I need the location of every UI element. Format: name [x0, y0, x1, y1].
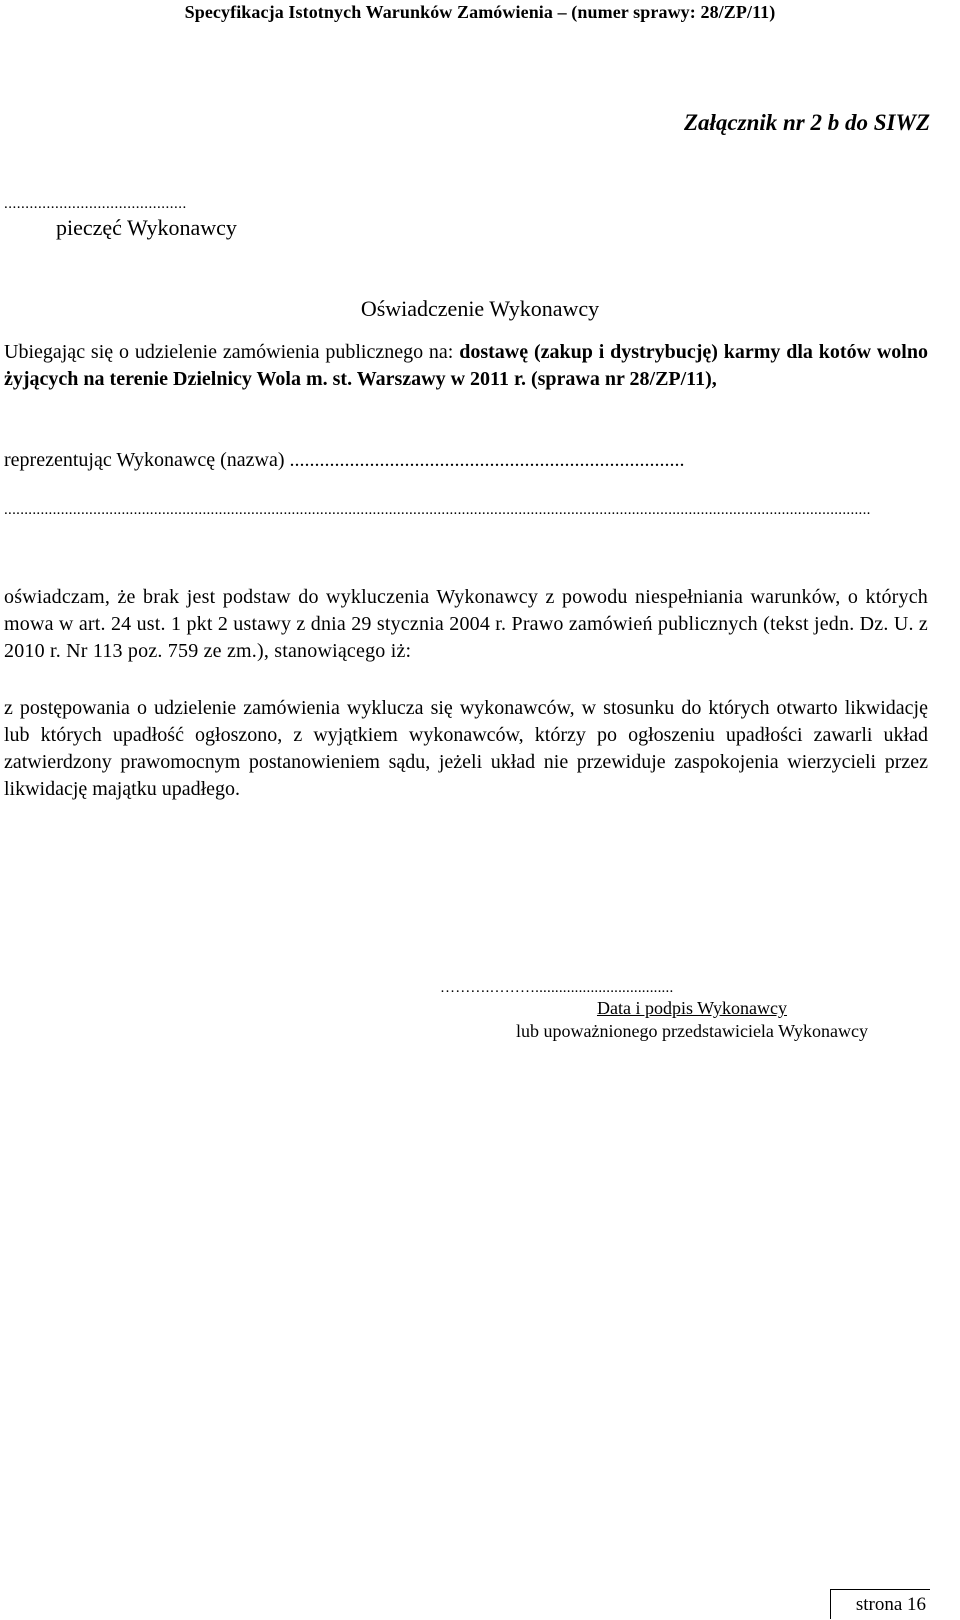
legal-quote-paragraph: z postępowania o udzielenie zamówienia wyklucza się wykonawców, w stosunku do których otwarto likwidację lub których upadłość ogłoszono, z wyjątkiem wykonawców, którzy po ogłoszeniu upadłości zawarli układ zatwierdzony prawomocnym postanowieniem sądu, jeżeli układ nie przewiduje zaspokojenia wierzycieli przez likwidację majątku upadłego. [4, 697, 928, 800]
signature-label [480, 998, 904, 1019]
page-number: strona 16 [830, 1589, 930, 1619]
stamp-label: pieczęć Wykonawcy [56, 215, 237, 240]
stamp-dotted-line: ........................................... [4, 196, 187, 212]
attachment-label: Załącznik nr 2 b do SIWZ [683, 110, 930, 135]
document-header: Specyfikacja Istotnych Warunków Zamówienia – (numer sprawy: 28/ZP/11) [184, 2, 776, 22]
intro-paragraph [4, 339, 928, 393]
signature-label-text: Data i podpis Wykonawcy [596, 998, 788, 1018]
representing-line: reprezentując Wykonawcę (nazwa) ............................................................................... [4, 449, 685, 471]
order-subject: dostawę (zakup i dystrybucję) karmy dla kotów wolno żyjących na terenie Dzielnicy Wola m. st. Warszawy w 2011 r. (sprawa nr 28/ZP/11), [4, 341, 928, 390]
contractor-name-dotted-line: ...................................................................................................................................................................................................................... [4, 502, 871, 518]
signature-dotted-line: ……….………................................... [440, 980, 674, 996]
statement-title: Oświadczenie Wykonawcy [360, 296, 600, 321]
signature-sublabel: lub upoważnionego przedstawiciela Wykonawcy [516, 1021, 868, 1041]
declaration-paragraph: oświadczam, że brak jest podstaw do wykluczenia Wykonawcy z powodu niespełniania warunków, o których mowa w art. 24 ust. 1 pkt 2 ustawy z dnia 29 stycznia 2004 r. Prawo zamówień publicznych (tekst jedn. Dz. U. z 2010 r. Nr 113 poz. 759 ze zm.), stanowiącego iż: [4, 586, 928, 662]
intro-prefix: Ubiegając się o udzielenie zamówienia publicznego na: [4, 341, 460, 363]
